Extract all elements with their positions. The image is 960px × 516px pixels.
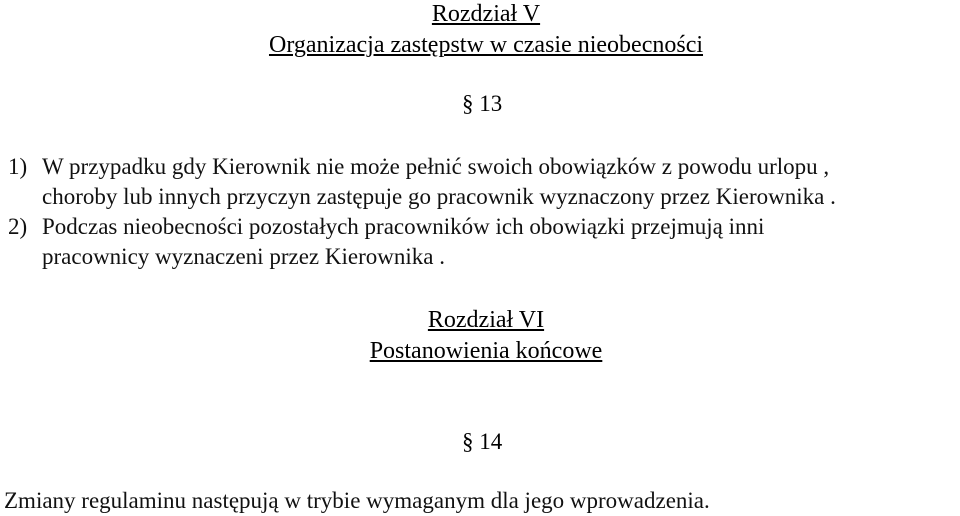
item-2-line-2: pracownicy wyznaczeni przez Kierownika . [42, 244, 445, 269]
section-13-heading: § 13 [462, 91, 503, 116]
chapter-5-subtitle: Organizacja zastępstw w czasie nieobecności [268, 32, 704, 58]
chapter-6-subtitle: Postanowienia końcowe [369, 338, 603, 364]
item-2-number: 2) [8, 214, 28, 239]
item-1-line-1: W przypadku gdy Kierownik nie może pełnić swoich obowiązków z powodu urlopu , [42, 154, 830, 179]
section-14-heading: § 14 [462, 429, 503, 454]
chapter-5-title: Rozdział V [431, 1, 541, 27]
item-1-number: 1) [8, 154, 28, 179]
final-provision-text: Zmiany regulaminu następują w trybie wymaganym dla jego wprowadzenia. [4, 488, 710, 513]
item-2-line-1: Podczas nieobecności pozostałych pracowników ich obowiązki przejmują inni [42, 214, 765, 239]
chapter-6-title: Rozdział VI [427, 307, 545, 333]
item-1-line-2: choroby lub innych przyczyn zastępuje go pracownik wyznaczony przez Kierownika . [42, 184, 836, 209]
